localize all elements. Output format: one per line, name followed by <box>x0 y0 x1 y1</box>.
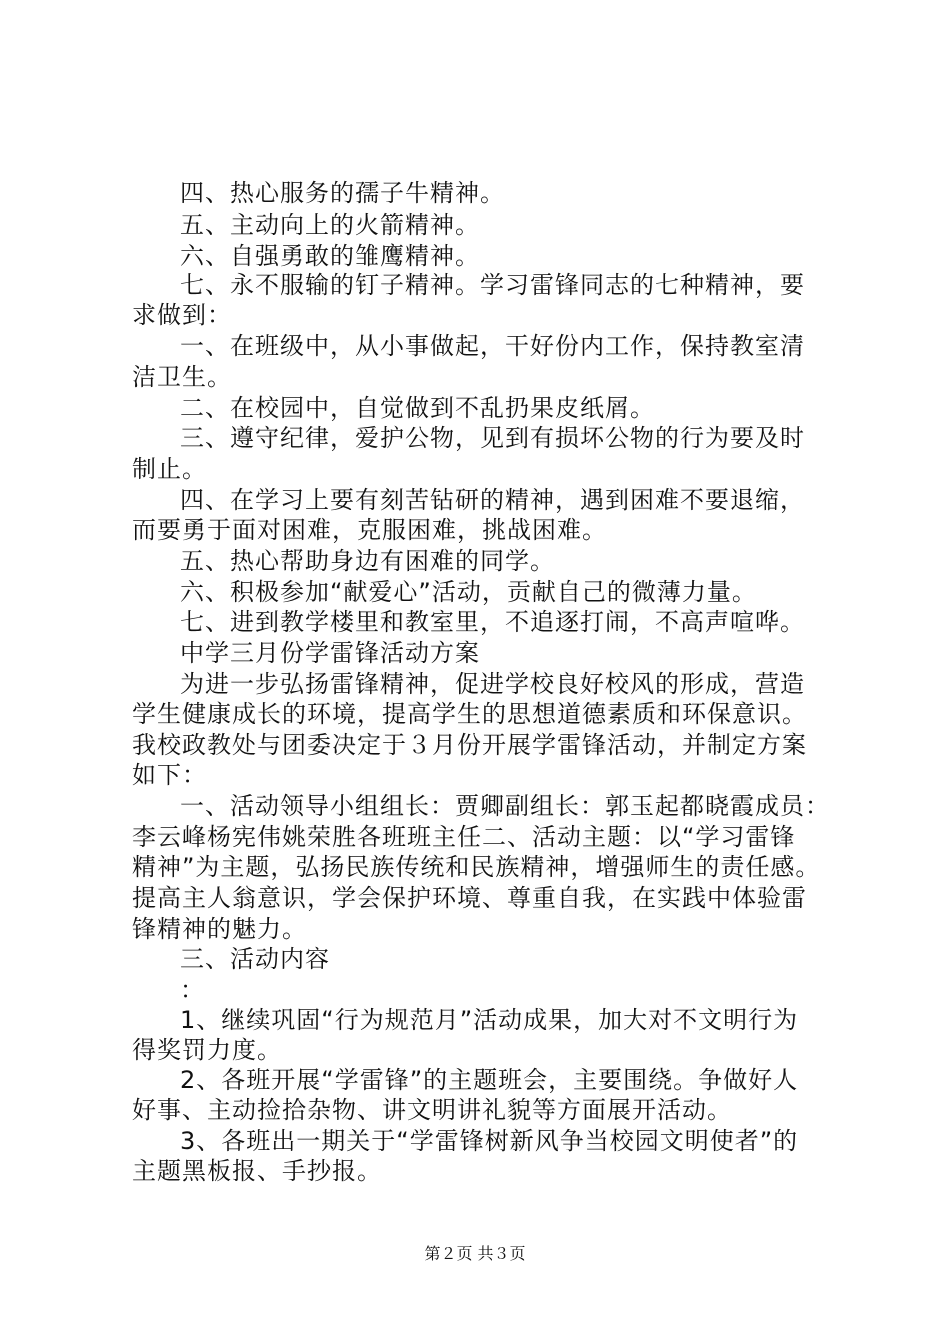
text-line: 学生健康成长的环境，提高学生的思想道德素质和环保意识。 <box>132 700 807 728</box>
text-line: 五、热心帮助身边有困难的同学。 <box>180 547 555 575</box>
text-line: 洁卫生。 <box>132 363 232 391</box>
text-line: 四、在学习上要有刻苦钻研的精神，遇到困难不要退缩， <box>180 486 805 514</box>
text-line: 六、积极参加“献爱心”活动，贡献自己的微薄力量。 <box>180 578 757 606</box>
text-line: 求做到： <box>132 301 232 329</box>
text-line: 1、继续巩固“行为规范月”活动成果，加大对不文明行为 <box>180 1006 799 1034</box>
text-line: 锋精神的魅力。 <box>132 915 307 943</box>
text-line: 我校政教处与团委决定于３月份开展学雷锋活动，并制定方案 <box>132 731 807 759</box>
text-line: 如下： <box>132 761 207 789</box>
text-line: 二、在校园中，自觉做到不乱扔果皮纸屑。 <box>180 394 655 422</box>
text-line: 李云峰杨宪伟姚荣胜各班班主任二、活动主题：以“学习雷锋 <box>132 823 796 851</box>
text-line: 六、自强勇敢的雏鹰精神。 <box>180 242 480 270</box>
text-line: 一、在班级中，从小事做起，干好份内工作，保持教室清 <box>180 332 805 360</box>
text-line: 2、各班开展“学雷锋”的主题班会，主要围绕。争做好人 <box>180 1066 799 1094</box>
text-line: 七、进到教学楼里和教室里，不追逐打闹，不高声喧哗。 <box>180 608 805 636</box>
text-line: 三、遵守纪律，爱护公物，见到有损坏公物的行为要及时 <box>180 424 805 452</box>
text-line: 好事、主动捡拾杂物、讲文明讲礼貌等方面展开活动。 <box>132 1096 732 1124</box>
text-line: 为进一步弘扬雷锋精神，促进学校良好校风的形成，营造 <box>180 670 805 698</box>
text-line: 一、活动领导小组组长：贾卿副组长：郭玉起都晓霞成员： <box>180 792 830 820</box>
text-line: 精神”为主题，弘扬民族传统和民族精神，增强师生的责任感。 <box>132 853 821 881</box>
text-line: 提高主人翁意识，学会保护环境、尊重自我，在实践中体验雷 <box>132 884 807 912</box>
text-line: 四、热心服务的孺子牛精神。 <box>180 179 505 207</box>
text-line: 五、主动向上的火箭精神。 <box>180 211 480 239</box>
text-line: 主题黑板报、手抄报。 <box>132 1157 382 1185</box>
page-footer: 第２页 共３页 <box>424 1244 526 1263</box>
text-line: ： <box>180 976 205 1004</box>
section-title: 中学三月份学雷锋活动方案 <box>180 639 480 667</box>
text-line: 制止。 <box>132 455 207 483</box>
text-line: 三、活动内容 <box>180 945 330 973</box>
text-line: 而要勇于面对困难，克服困难，挑战困难。 <box>132 516 607 544</box>
text-line: 七、永不服输的钉子精神。学习雷锋同志的七种精神，要 <box>180 271 805 299</box>
text-line: 3、各班出一期关于“学雷锋树新风争当校园文明使者”的 <box>180 1127 799 1155</box>
text-line: 得奖罚力度。 <box>132 1036 282 1064</box>
